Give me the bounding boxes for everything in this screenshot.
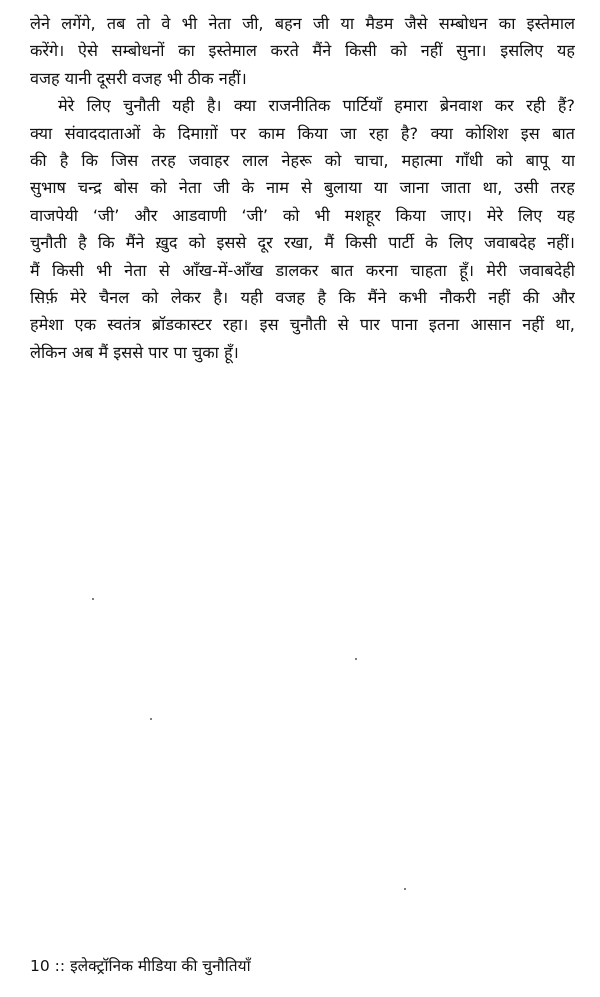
paragraph-2-line-5: वाजपेयी ‘जी’ और आडवाणी ‘जी’ को भी मशहूर किया जाए। मेरे लिए यह xyxy=(30,205,575,225)
page-number: 10 xyxy=(30,957,50,975)
paragraph-2-line-6: चुनौती है कि मैंने ख़ुद को इससे दूर रखा, मैं किसी पार्टी के लिए जवाबदेह नहीं। xyxy=(30,233,575,253)
paragraph-2-line-1: मेरे लिए चुनौती यही है। क्या राजनीतिक पार्टियाँ हमारा ब्रेनवाश कर रही हैं? xyxy=(58,96,575,116)
paragraph-2-line-4: सुभाष चन्द्र बोस को नेता जी के नाम से बुलाया या जाना जाता था, उसी तरह xyxy=(30,178,575,198)
footer-separator: :: xyxy=(54,957,66,975)
scan-speck xyxy=(92,598,94,600)
paragraph-2-line-2: क्या संवाददाताओं के दिमाग़ों पर काम किया जा रहा है? क्या कोशिश इस बात xyxy=(30,123,575,143)
scan-speck xyxy=(404,888,406,890)
paragraph-1-line-2: करेंगे। ऐसे सम्बोधनों का इस्तेमाल करते मैंने किसी को नहीं सुना। इसलिए यह xyxy=(30,41,575,61)
page-footer xyxy=(30,956,251,976)
paragraph-1-line-3: वजह यानी दूसरी वजह भी ठीक नहीं। xyxy=(30,68,247,88)
paragraph-1-line-1: लेने लगेंगे, तब तो वे भी नेता जी, बहन जी या मैडम जैसे सम्बोधन का इस्तेमाल xyxy=(30,14,575,33)
paragraph-2-line-8: सिर्फ़ मेरे चैनल को लेकर है। यही वजह है कि मैंने कभी नौकरी नहीं की और xyxy=(30,287,575,307)
scan-speck xyxy=(150,718,152,720)
paragraph-2-line-7: मैं किसी भी नेता से आँख-में-आँख डालकर बात करना चाहता हूँ। मेरी जवाबदेही xyxy=(30,260,575,280)
paragraph-2-line-10: लेकिन अब मैं इससे पार पा चुका हूँ। xyxy=(30,342,239,362)
body-text xyxy=(30,10,575,366)
scan-speck xyxy=(355,658,357,660)
paragraph-2-line-9: हमेशा एक स्वतंत्र ब्रॉडकास्टर रहा। इस चुनौती से पार पाना इतना आसान नहीं था, xyxy=(30,315,575,335)
running-title: इलेक्ट्रॉनिक मीडिया की चुनौतियाँ xyxy=(70,957,251,975)
paragraph-2-line-3: की है कि जिस तरह जवाहर लाल नेहरू को चाचा, महात्मा गाँधी को बापू या xyxy=(30,150,575,170)
